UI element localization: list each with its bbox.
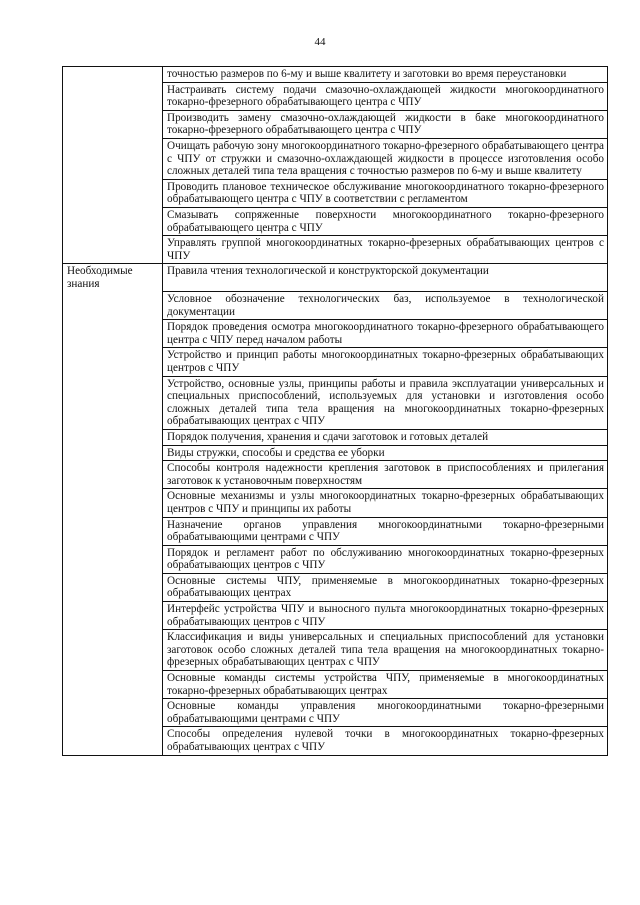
category-cell (63, 376, 163, 429)
requirement-cell: Порядок проведения осмотра многокоординатного токарно-фрезерного обрабатывающего центра с ЧПУ перед началом работы (163, 320, 608, 348)
category-cell (63, 138, 163, 179)
category-cell (63, 429, 163, 445)
table-row (63, 207, 608, 235)
requirements-table (62, 66, 608, 756)
table-row (63, 573, 608, 601)
requirement-cell: Управлять группой многокоординатных токарно-фрезерных обрабатывающих центров с ЧПУ (163, 236, 608, 264)
table-row (63, 110, 608, 138)
requirement-cell: Виды стружки, способы и средства ее уборки (163, 445, 608, 461)
requirement-cell: Основные команды системы устройства ЧПУ, применяемые в многокоординатных токарно-фрезерных обрабатывающих центрах (163, 671, 608, 699)
table-row (63, 179, 608, 207)
requirement-cell: Способы контроля надежности крепления заготовок в приспособлениях и прилегания заготовок к установочным поверхностям (163, 461, 608, 489)
category-cell (63, 573, 163, 601)
table-row (63, 445, 608, 461)
table-row (63, 602, 608, 630)
table-row (63, 82, 608, 110)
category-cell (63, 110, 163, 138)
table-row (63, 429, 608, 445)
category-cell (63, 630, 163, 671)
requirement-cell: точностью размеров по 6-му и выше квалитету и заготовки во время переустановки (163, 67, 608, 83)
requirement-cell: Настраивать систему подачи смазочно-охлаждающей жидкости многокоординатного токарно-фрезерного обрабатывающего центра с ЧПУ (163, 82, 608, 110)
table-row (63, 671, 608, 699)
category-cell (63, 461, 163, 489)
requirement-cell: Производить замену смазочно-охлаждающей жидкости в баке многокоординатного токарно-фрезерного обрабатывающего центра с ЧПУ (163, 110, 608, 138)
requirement-cell: Способы определения нулевой точки в многокоординатных токарно-фрезерных обрабатывающих центрах с ЧПУ (163, 727, 608, 755)
table-row (63, 67, 608, 83)
table-row (63, 264, 608, 292)
category-cell (63, 727, 163, 755)
requirement-cell: Порядок получения, хранения и сдачи заготовок и готовых деталей (163, 429, 608, 445)
table-row (63, 461, 608, 489)
requirement-cell: Интерфейс устройства ЧПУ и выносного пульта многокоординатных токарно-фрезерных обрабатывающих центров с ЧПУ (163, 602, 608, 630)
category-cell (63, 671, 163, 699)
table-row (63, 376, 608, 429)
category-cell (63, 179, 163, 207)
category-cell (63, 348, 163, 376)
table-row (63, 348, 608, 376)
table-row (63, 699, 608, 727)
table-row (63, 727, 608, 755)
requirement-cell: Классификация и виды универсальных и специальных приспособлений для установки заготовок особо сложных деталей типа тела вращения на многокоординатных токарно-фрезерных обрабатывающих центрах с ЧПУ (163, 630, 608, 671)
category-cell (63, 602, 163, 630)
requirement-cell: Условное обозначение технологических баз, используемое в технологической документации (163, 292, 608, 320)
category-cell (63, 207, 163, 235)
requirements-table-body (63, 67, 608, 756)
table-row (63, 236, 608, 264)
requirement-cell: Проводить плановое техническое обслуживание многокоординатного токарно-фрезерного обрабатывающего центра с ЧПУ в соответствии с регламентом (163, 179, 608, 207)
requirement-cell: Основные команды управления многокоординатными токарно-фрезерными обрабатывающими центрами с ЧПУ (163, 699, 608, 727)
requirement-cell: Смазывать сопряженные поверхности многокоординатного токарно-фрезерного обрабатывающего центра с ЧПУ (163, 207, 608, 235)
category-cell (63, 517, 163, 545)
table-row (63, 320, 608, 348)
requirement-cell: Устройство, основные узлы, принципы работы и правила эксплуатации универсальных и специальных приспособлений, используемых для установки и изготовления особо сложных деталей типа тела вращения на многокоординатных токарно-фрезерных обрабатывающих центрах с ЧПУ (163, 376, 608, 429)
table-row (63, 292, 608, 320)
category-cell (63, 489, 163, 517)
table-row (63, 489, 608, 517)
requirement-cell: Устройство и принцип работы многокоординатных токарно-фрезерных обрабатывающих центров с ЧПУ (163, 348, 608, 376)
table-row (63, 138, 608, 179)
requirement-cell: Основные системы ЧПУ, применяемые в многокоординатных токарно-фрезерных обрабатывающих центрах (163, 573, 608, 601)
category-cell (63, 82, 163, 110)
category-cell (63, 445, 163, 461)
table-row (63, 517, 608, 545)
category-cell (63, 292, 163, 320)
table-row (63, 630, 608, 671)
category-cell (63, 236, 163, 264)
category-cell (63, 67, 163, 83)
category-cell (63, 320, 163, 348)
category-cell: Необходимые знания (63, 264, 163, 292)
page-number: 44 (314, 36, 326, 48)
table-row (63, 545, 608, 573)
requirement-cell: Правила чтения технологической и конструкторской документации (163, 264, 608, 292)
requirement-cell: Очищать рабочую зону многокоординатного токарно-фрезерного обрабатывающего центра с ЧПУ от стружки и смазочно-охлаждающей жидкости в процессе изготовления особо сложных деталей типа тела вращения с точностью размеров по 6-му и выше квалитету (163, 138, 608, 179)
requirement-cell: Основные механизмы и узлы многокоординатных токарно-фрезерных обрабатывающих центров с ЧПУ и принципы их работы (163, 489, 608, 517)
category-cell (63, 699, 163, 727)
requirement-cell: Назначение органов управления многокоординатными токарно-фрезерными обрабатывающими центрами с ЧПУ (163, 517, 608, 545)
requirement-cell: Порядок и регламент работ по обслуживанию многокоординатных токарно-фрезерных обрабатывающих центров с ЧПУ (163, 545, 608, 573)
category-cell (63, 545, 163, 573)
